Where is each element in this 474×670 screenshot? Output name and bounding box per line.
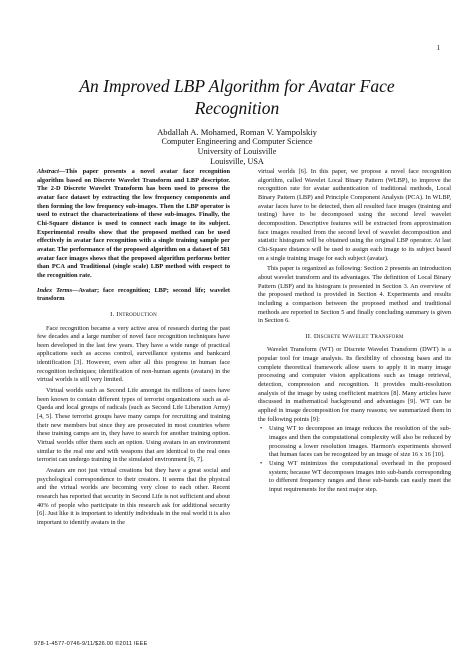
section-title: Introduction xyxy=(116,310,157,318)
copyright-footer: 978-1-4577-0746-9/11/$26.00 ©2011 IEEE xyxy=(34,641,148,647)
section-heading-introduction xyxy=(37,311,230,320)
author-university: University of Louisville xyxy=(197,147,277,156)
list-item: • Using WT minimizes the computational overhead in the proposed system; because WT decomposes images into sub-bands corresponding to different frequency ranges and these sub-bands can easily meet the input requirements for the next major step. xyxy=(269,460,451,495)
section-number: II. xyxy=(305,332,312,340)
intro-paragraph-2: Virtual worlds such as Second Life amongst its millions of users have been known to contain different types of terrorist organizations such as al-Qaeda and local groups of radicals (such as Second Life Liberation Army) [4, 5]. These terrorist groups have many camps for recruiting and training their new members but since they are prosecuted in most countries where these training camps are in, they have to search for another training option. Virtual worlds offer them such an option. Using avatars in an environment similar to the real one and with weapons that are identical to the real ones terrorist can undergo training in the simulated environment [6, 7]. xyxy=(37,387,230,464)
author-department: Computer Engineering and Computer Science xyxy=(161,137,313,146)
abstract-lead: Abstract xyxy=(37,168,59,175)
right-column xyxy=(258,168,451,495)
intro-paragraph-organization: This paper is organized as following: Section 2 presents an introduction about wavelet transform and its advantages. The definition of Local Binary Pattern (LBP) and its histogram is presented in Section 3. An overview of the proposed method is provided in Section 4. Experiments and results including a comparison between the proposed method and traditional methods are reported in Section 5 and finally concluding summary is given in Section 6. xyxy=(258,265,451,325)
section-number: I. xyxy=(110,310,115,318)
intro-paragraph-1: Face recognition became a very active area of research during the past few decades and a large number of novel face recognition techniques have been developed in the last few years. They have a wide range of practical applications such as access control, surveillance systems and bankcard identification [3]. However, even after all this progress in human face recognition techniques; identification of non-human agents (avatars) in the virtual worlds is still very limited. xyxy=(37,324,230,384)
section-title: Discrete Wavelet Transform xyxy=(313,332,404,340)
list-item: • Using WT to decompose an image reduces the resolution of the sub-images and then the computational complexity will also be reduced by processing a lower resolution images. Harmon's experiments showed that human faces can be recognized by an image of size 16 x 16 [10]. xyxy=(269,425,451,460)
author-block xyxy=(40,127,434,167)
author-location: Louisville, USA xyxy=(210,157,264,166)
left-column xyxy=(37,168,230,528)
index-terms-text: —Avatar; face recognition; LBP; second life; wavelet transform xyxy=(37,286,230,303)
intro-paragraph-3: Avatars are not just virtual creations but they have a great social and psychological correspondence to their creators. It seems that the physical and the virtual worlds are becoming very close to each other. Recent research has reported that security in Second Life is not sufficient and about 40% of people who participate in this research ask for additional security [6]. Just like it is important to identify individuals in the real world it is also important to identify avatars in the xyxy=(37,467,230,526)
paper-title: An Improved LBP Algorithm for Avatar Face Recognition xyxy=(79,76,395,118)
dwt-paragraph-1: Wavelet Transform (WT) or Discrete Wavelet Transform (DWT) is a popular tool for image analysis. Its flexibility of choosing bases and its complete theoretical framework allow users to apply it in many image processing and computer vision applications such as image retrieval, detection, compression and recognition. It provides multi-resolution analysis of the image by using coefficient matrices [8]. Many articles have discussed in mathematical background and advantages [9]. WT can be applied in image decomposition for many reasons; we summarized them in the following points [9]: xyxy=(258,346,451,423)
dwt-bullet-list xyxy=(258,425,451,494)
abstract-text: —This paper presents a novel avatar face recognition algorithm based on Discrete Wavelet Transform and LBP descriptor. The 2-D Discrete Wavelet Transform has been used to process the avatar face dataset by extracting the low frequency components and then forming the low frequency sub-images. Then the LBP operator is used to extract the characterizations of these sub-images. Finally, the Chi-Square distance is used to connect each image to its subject. Experimental results show that the proposed method can be used effectively in avatar face recognition with a single training sample per avatar. The performance of the proposed algorithm on a dataset of 581 avatar face images shows that the proposed algorithm performs better than PCA and Traditional (single scale) LBP method with respect to the recognition rate. xyxy=(37,168,230,279)
intro-paragraph-continued: virtual worlds [6]. In this paper, we propose a novel face recognition algorithm, called Wavelet Local Binary Pattern (WLBP), to improve the recognition rate for avatar authentication of traditional methods, Local Binary Pattern (LBP) and Principle Component Analysis (PCA). In WLBP, avatar faces have to be detected, then all resulted face images (training and testing) have to be decomposed using the second level wavelet decomposition. Descriptive features will be extracted from approximation face images resulted from the second level of wavelet decomposition and statistic histogram will be obtained using the original LBP operator. At last Chi-Square distance will be used to assign each image to its subject based on a single training image for each subject (avatar). xyxy=(258,168,451,262)
index-terms xyxy=(37,287,230,304)
abstract xyxy=(37,168,230,281)
author-names: Abdallah A. Mohamed, Roman V. Yampolskiy xyxy=(157,127,317,137)
page-number: 1 xyxy=(436,44,440,52)
index-terms-lead: Index Terms xyxy=(37,286,73,294)
section-heading-dwt xyxy=(258,333,451,342)
